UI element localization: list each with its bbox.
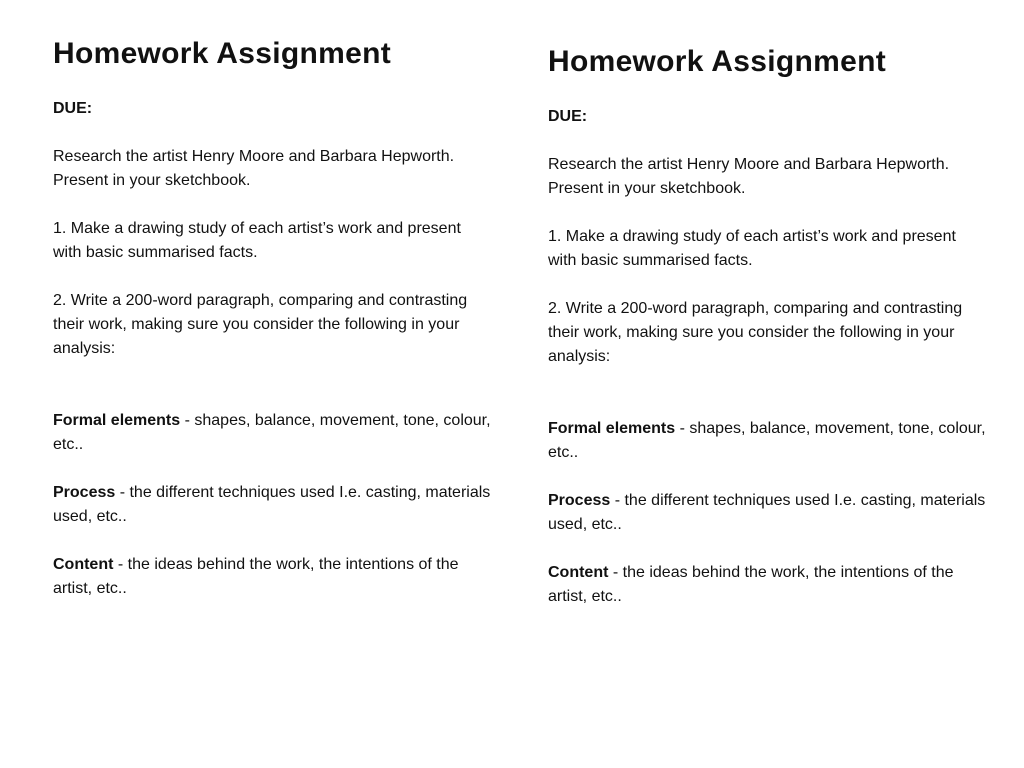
intro-text: Research the artist Henry Moore and Barbara Hepworth. Present in your sketchbook. bbox=[548, 156, 950, 197]
task-2-text: 2. Write a 200-word paragraph, comparing and contrasting their work, making sure you consider the following in your analysis: bbox=[548, 300, 963, 365]
formal-elements-description: - shapes, balance, movement, tone, colour, etc.. bbox=[53, 412, 491, 453]
assignment-title: Homework Assignment bbox=[53, 37, 391, 70]
content-item bbox=[53, 553, 493, 601]
content-term: Content bbox=[53, 556, 114, 573]
process-item bbox=[548, 489, 988, 537]
content-description: - the ideas behind the work, the intentions of the artist, etc.. bbox=[53, 556, 459, 597]
formal-elements-term: Formal elements bbox=[548, 420, 676, 437]
task-2-text: 2. Write a 200-word paragraph, comparing and contrasting their work, making sure you consider the following in your analysis: bbox=[53, 292, 468, 357]
process-term: Process bbox=[53, 484, 116, 501]
task-1-text: 1. Make a drawing study of each artist’s work and present with basic summarised facts. bbox=[53, 220, 461, 261]
formal-elements-item bbox=[53, 409, 493, 457]
formal-elements-description: - shapes, balance, movement, tone, colour, etc.. bbox=[548, 420, 986, 461]
assignment-sheet-left bbox=[53, 36, 493, 625]
intro-text: Research the artist Henry Moore and Barbara Hepworth. Present in your sketchbook. bbox=[53, 148, 455, 189]
process-description: - the different techniques used I.e. casting, materials used, etc.. bbox=[53, 484, 491, 525]
due-label: DUE: bbox=[548, 108, 588, 125]
content-item bbox=[548, 561, 988, 609]
process-term: Process bbox=[548, 492, 611, 509]
assignment-title: Homework Assignment bbox=[548, 45, 886, 78]
process-description: - the different techniques used I.e. casting, materials used, etc.. bbox=[548, 492, 986, 533]
process-item bbox=[53, 481, 493, 529]
content-description: - the ideas behind the work, the intentions of the artist, etc.. bbox=[548, 564, 954, 605]
task-1-text: 1. Make a drawing study of each artist’s work and present with basic summarised facts. bbox=[548, 228, 956, 269]
formal-elements-item bbox=[548, 417, 988, 465]
content-term: Content bbox=[548, 564, 609, 581]
formal-elements-term: Formal elements bbox=[53, 412, 181, 429]
assignment-sheet-right bbox=[548, 44, 988, 633]
due-label: DUE: bbox=[53, 100, 93, 117]
